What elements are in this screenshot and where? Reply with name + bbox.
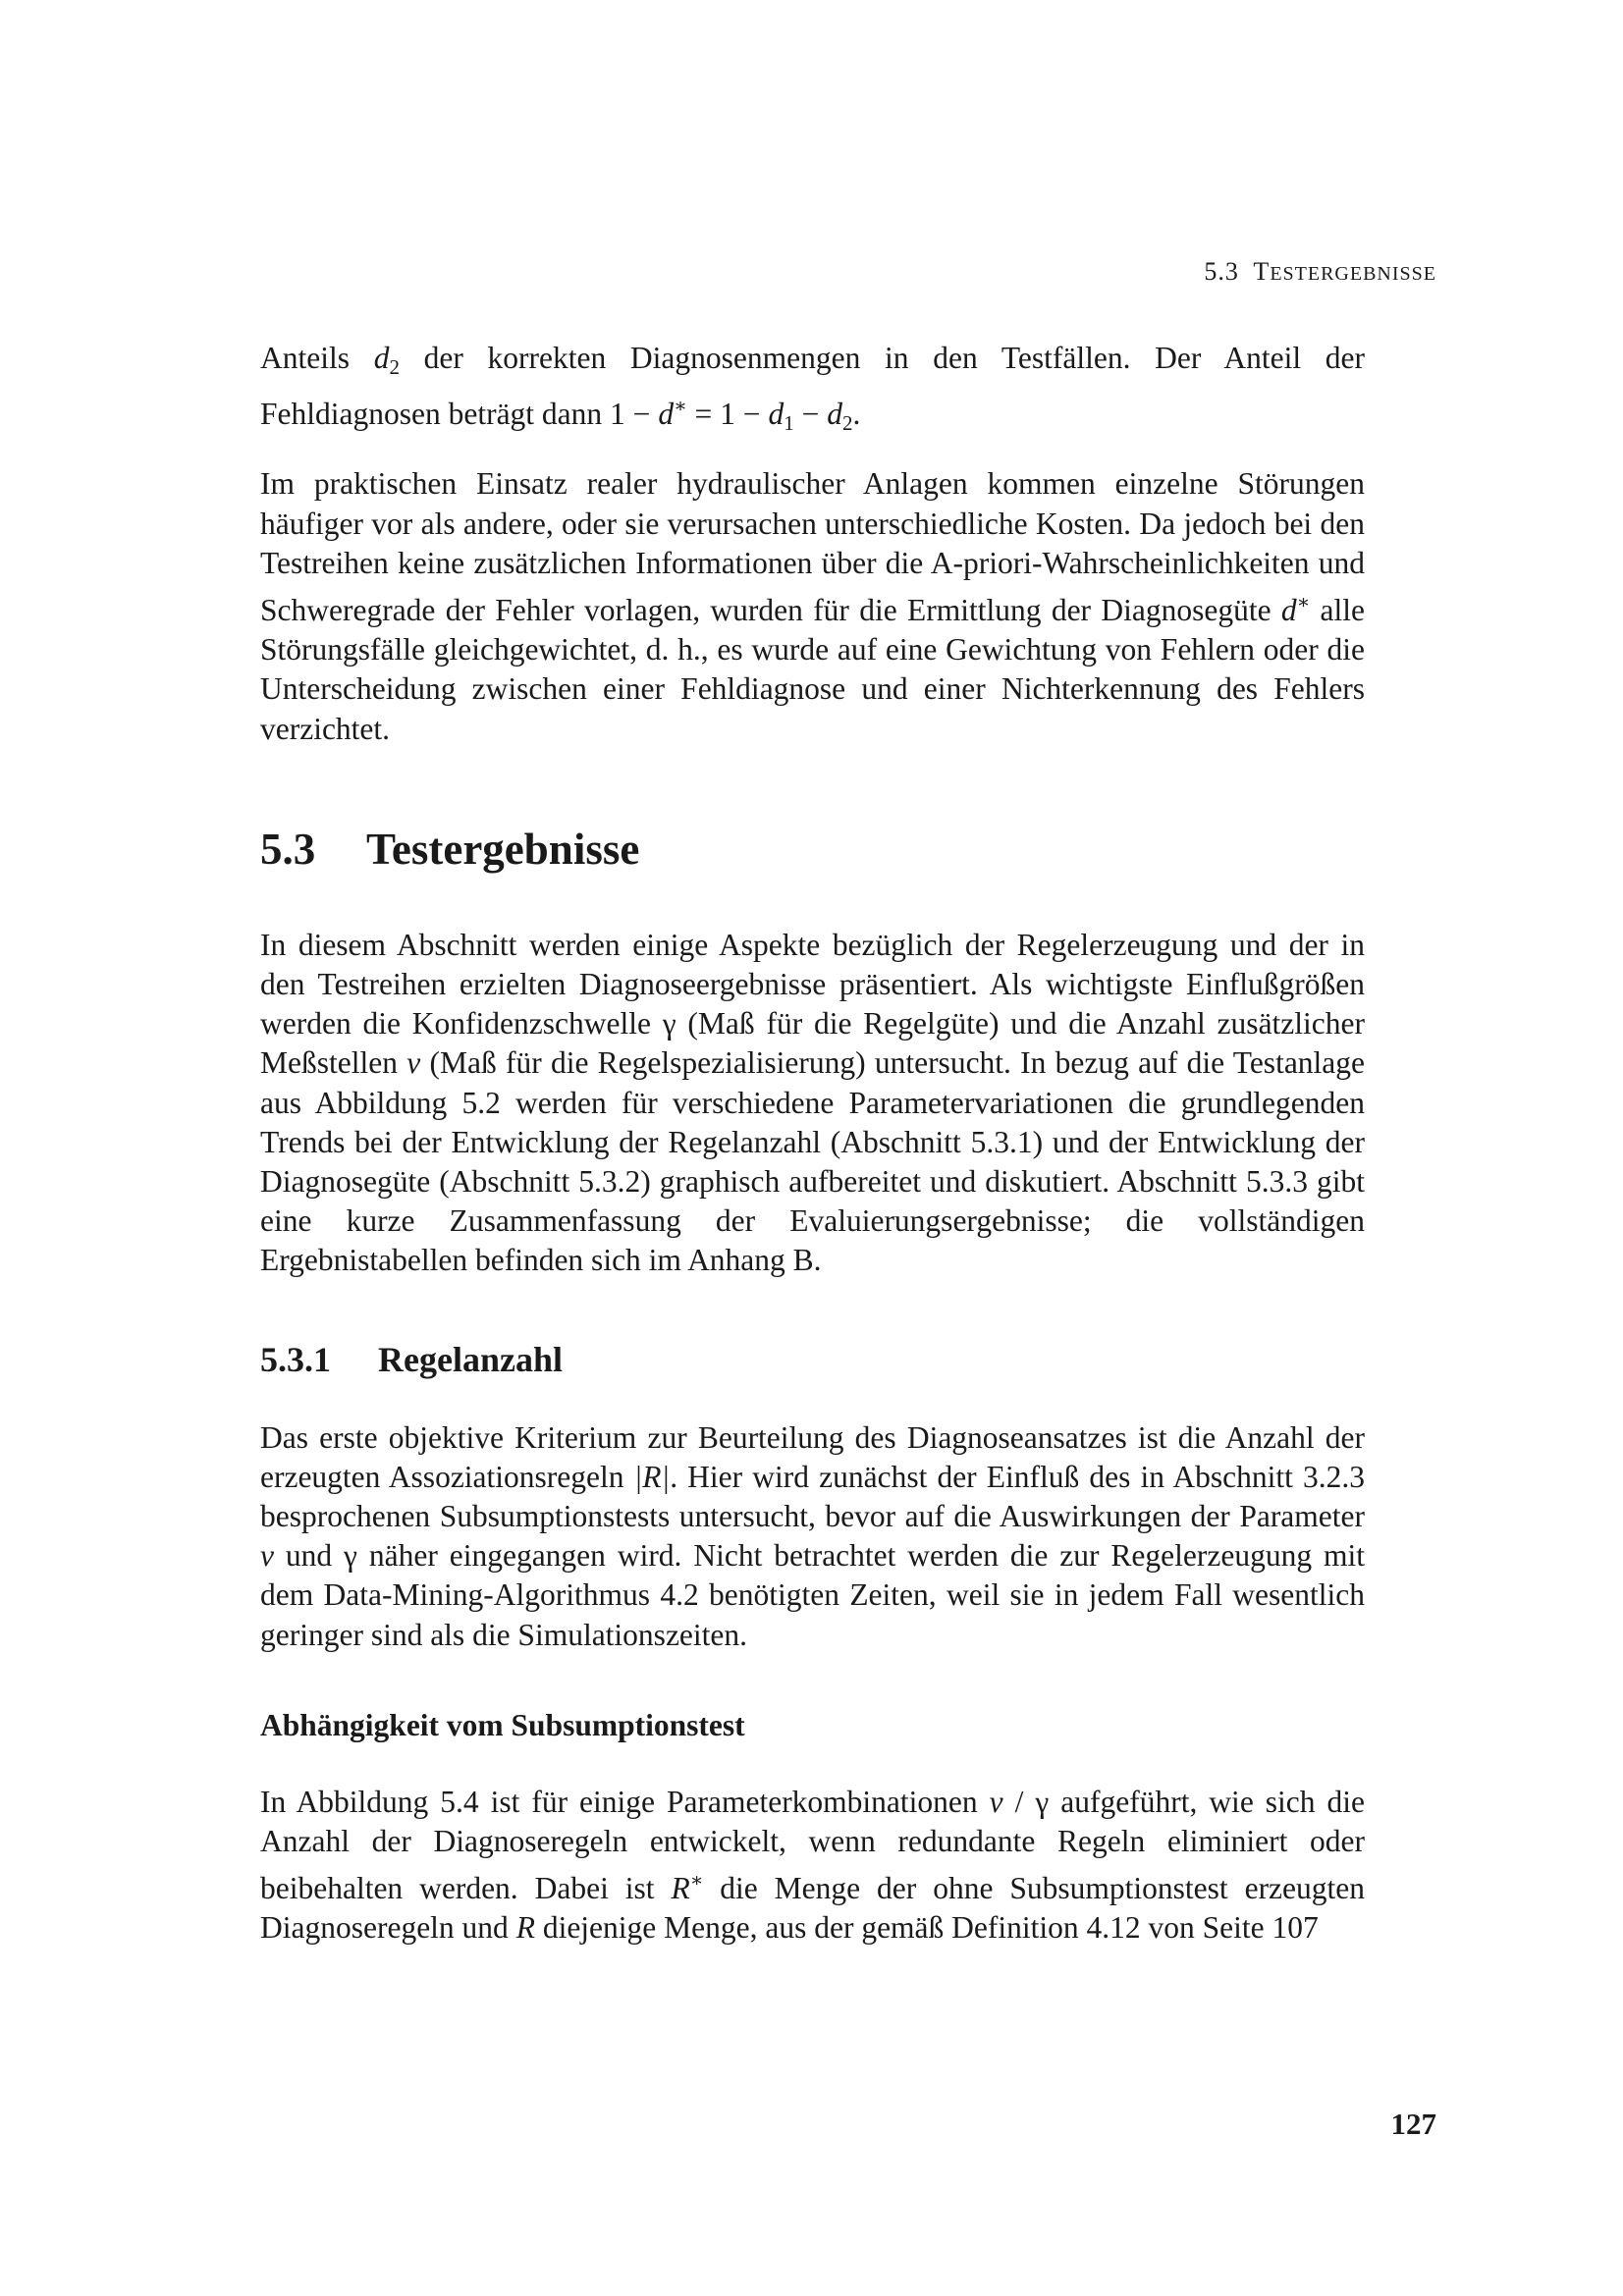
text-run: / <box>1002 1784 1036 1819</box>
math-v: v <box>406 1045 421 1081</box>
section-title: Testergebnisse <box>366 824 640 874</box>
math-gamma: γ <box>1035 1784 1050 1819</box>
math-subscript: 2 <box>389 355 400 379</box>
text-run: der korrekten Diagnosenmengen in den Testfällen. Der Anteil der Fehldiagnosen beträgt dann 1 − <box>260 341 1365 432</box>
intro-paragraph-1 <box>260 339 1365 443</box>
text-run: Das erste objektive Kriterium zur Beurteilung des Diagnoseansatzes ist die Anzahl der erzeugten Assoziationsregeln <box>260 1419 1365 1494</box>
math-var: d <box>373 341 390 375</box>
text-run: (Maß für die Regelgüte) und die Anzahl zusätzlicher Meßstellen <box>260 1006 1365 1081</box>
section-heading <box>260 820 1365 879</box>
page-content <box>260 339 1365 1949</box>
math-gamma: γ <box>662 1006 676 1041</box>
math-v: v <box>989 1784 1003 1819</box>
math-d1 <box>768 397 794 436</box>
text-run: und <box>273 1538 345 1574</box>
text-run: (Maß für die Regelspezialisierung) untersucht. In bezug auf die Testanlage aus Abbildung 5.2 werden für verschiedene Parametervariationen die grundlegenden Trends bei der Entwicklung der Regelanzahl (Abschnitt 5.3.1) und der Entwicklung der Diagnosegüte (Abschnitt 5.3.2) graphisch aufbereitet und diskutiert. Abschnitt 5.3.3 gibt eine kurze Zusammenfassung der Evaluierungsergebnisse; die vollständigen Ergebnistabellen befinden sich im Anhang B. <box>260 1045 1366 1278</box>
math-subscript: 2 <box>841 411 853 436</box>
paragraph-body <box>260 1783 1365 1949</box>
text-run: die Menge der ohne Subsumptionstest erzeugten Diagnoseregeln und <box>260 1871 1366 1946</box>
math-dstar <box>1281 593 1310 627</box>
math-var: d <box>768 397 784 432</box>
math-superscript: ∗ <box>674 396 687 418</box>
text-run: alle Störungsfälle gleichgewichtet, d. h., es wurde auf eine Gewichtung von Fehlern oder die Unterscheidung zwischen einer Fehldiagnose und einer Nichterkennung des Fehlers verzichtet. <box>260 593 1365 746</box>
running-header-title-initial: T <box>1253 257 1271 286</box>
math-superscript: ∗ <box>689 1870 704 1893</box>
math-var: d <box>1280 593 1297 628</box>
math-var: d <box>658 397 675 432</box>
math-superscript: ∗ <box>1296 592 1311 614</box>
text-run: = 1 − <box>686 397 769 432</box>
paragraph-heading: Abhängigkeit vom Subsumptionstest <box>260 1707 745 1742</box>
text-run: näher eingegangen wird. Nicht betrachtet werden die zur Regelerzeugung mit dem Data-Mining-Algorithmus 4.2 benötigten Zeiten, weil sie in jedem Fall wesentlich geringer sind als die Simulationszeiten. <box>260 1538 1365 1652</box>
math-var: d <box>827 397 842 432</box>
math-var: R <box>671 1871 690 1906</box>
intro-paragraph-2 <box>260 464 1365 748</box>
math-cardinality-r: |R| <box>633 1459 671 1494</box>
text-run: . Hier wird zunächst der Einfluß des in Abschnitt 3.2.3 besprochenen Subsumptionstests untersucht, bevor auf die Auswirkungen der Parameter <box>260 1459 1366 1534</box>
text-run: Anteils <box>260 341 374 375</box>
text-run: aufgeführt, wie sich die Anzahl der Diagnoseregeln entwickelt, wenn redundante Regeln eliminiert oder beibehalten werden. Dabei ist <box>260 1784 1365 1906</box>
page-number: 127 <box>1390 2107 1436 2141</box>
text-run: diejenige Menge, aus der gemäß Definition 4.12 von Seite 107 <box>534 1910 1319 1946</box>
math-dstar <box>658 397 686 431</box>
subsection-paragraph <box>260 1418 1365 1655</box>
text-run: In diesem Abschnitt werden einige Aspekte bezüglich der Regelerzeugung und der in den Testreihen erzielten Diagnoseergebnisse präsentiert. Als wichtigste Einflußgrößen werden die Konfidenzschwelle <box>260 927 1365 1041</box>
subsection-title: Regelanzahl <box>378 1339 563 1379</box>
math-r: R <box>515 1910 535 1946</box>
math-rstar <box>671 1871 703 1905</box>
running-header-number: 5.3 <box>1204 257 1239 286</box>
text-run: . <box>852 397 861 432</box>
section-paragraph <box>260 926 1365 1281</box>
text-run: In Abbildung 5.4 ist für einige Parameterkombinationen <box>260 1784 990 1819</box>
section-number: 5.3 <box>260 824 316 874</box>
text-run: Im praktischen Einsatz realer hydraulischer Anlagen kommen einzelne Störungen häufiger vor als andere, oder sie verursachen unterschiedliche Kosten. Da jedoch bei den Testreihen keine zusätzlichen Informationen über die A-priori-Wahrscheinlichkeiten und Schweregrade der Fehler vorlagen, wurden für die Ermittlung der Diagnosegüte <box>260 466 1365 628</box>
text-run: − <box>793 397 828 432</box>
subsection-number: 5.3.1 <box>260 1339 331 1379</box>
running-header-title-rest: ESTERGEBNISSE <box>1270 263 1436 285</box>
math-gamma: γ <box>344 1538 357 1574</box>
math-v: v <box>260 1538 274 1574</box>
math-subscript: 1 <box>784 411 794 436</box>
subsection-heading <box>260 1336 1365 1383</box>
math-d2 <box>373 341 400 379</box>
running-header <box>1204 257 1436 287</box>
math-d2 <box>827 397 853 436</box>
